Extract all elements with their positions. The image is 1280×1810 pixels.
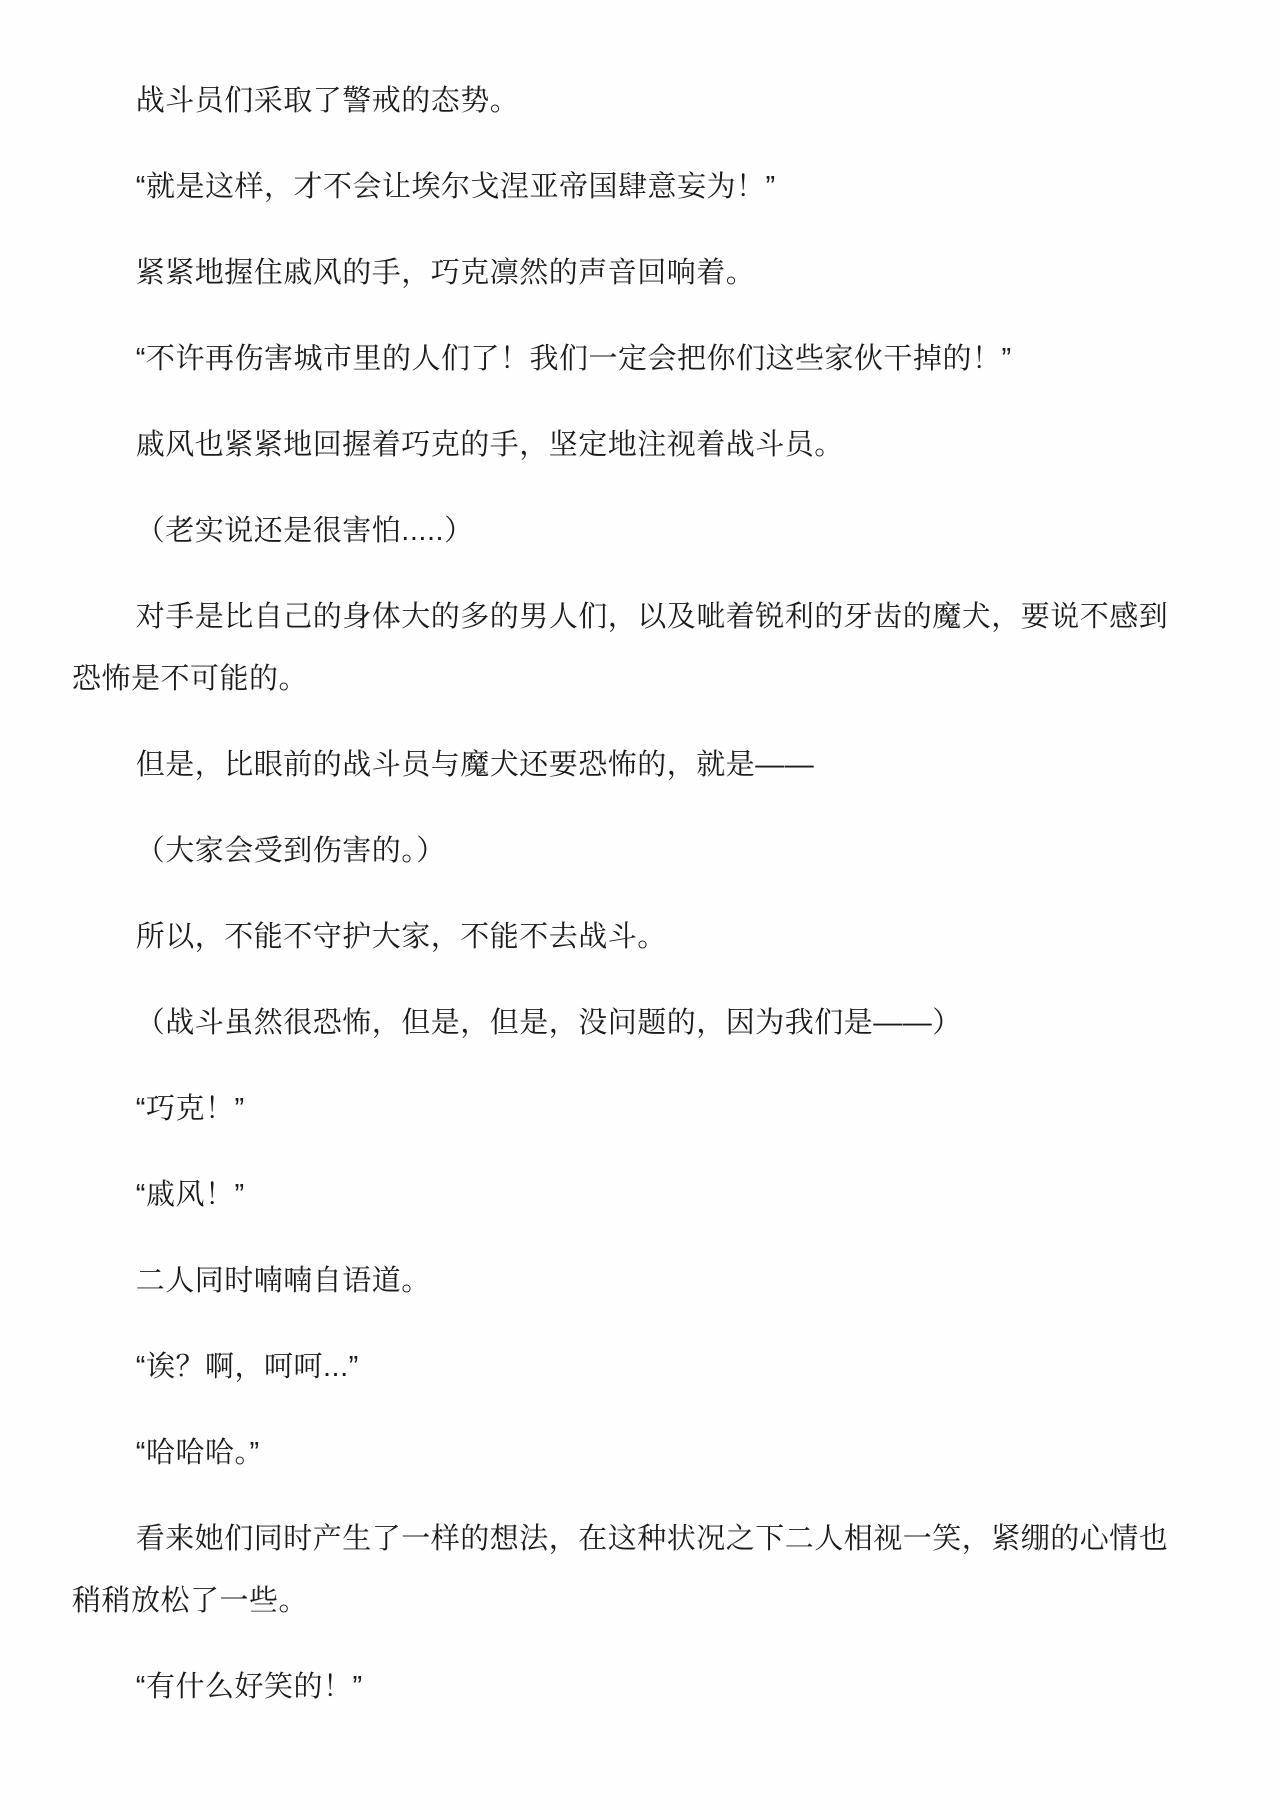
dialogue-paragraph: “不许再伤害城市里的人们了！我们一定会把你们这些家伙干掉的！” — [135, 343, 1012, 375]
dialogue-paragraph: “诶？啊，呵呵...” — [135, 1351, 359, 1383]
narration-paragraph: 所以，不能不守护大家，不能不去战斗。 — [135, 921, 667, 953]
narration-paragraph: 对手是比自己的身体大的多的男人们，以及呲着锐利的牙齿的魔犬，要说不感到恐怖是不可能的。 — [72, 601, 1169, 695]
narration-paragraph: 战斗员们采取了警戒的态势。 — [135, 85, 520, 117]
thought-paragraph: （老实说还是很害怕.....） — [135, 515, 474, 547]
dialogue-paragraph: “有什么好笑的！” — [135, 1671, 363, 1703]
narration-paragraph: 二人同时喃喃自语道。 — [135, 1265, 431, 1297]
dialogue-paragraph: “巧克！” — [135, 1093, 245, 1125]
narration-paragraph: 紧紧地握住戚风的手，巧克凛然的声音回响着。 — [135, 257, 756, 289]
narration-paragraph: 戚风也紧紧地回握着巧克的手，坚定地注视着战斗员。 — [135, 429, 844, 461]
narration-paragraph: 但是，比眼前的战斗员与魔犬还要恐怖的，就是—— — [135, 749, 815, 781]
dialogue-paragraph: “戚风！” — [135, 1179, 245, 1211]
dialogue-paragraph: “哈哈哈。” — [135, 1437, 260, 1469]
thought-paragraph: （大家会受到伤害的。） — [135, 835, 446, 867]
narration-paragraph: 看来她们同时产生了一样的想法，在这种状况之下二人相视一笑，紧绷的心情也稍稍放松了一些。 — [72, 1523, 1169, 1617]
thought-paragraph: （战斗虽然很恐怖，但是，但是，没问题的，因为我们是——） — [135, 1007, 962, 1039]
dialogue-paragraph: “就是这样，才不会让埃尔戈涅亚帝国肆意妄为！” — [135, 171, 776, 203]
